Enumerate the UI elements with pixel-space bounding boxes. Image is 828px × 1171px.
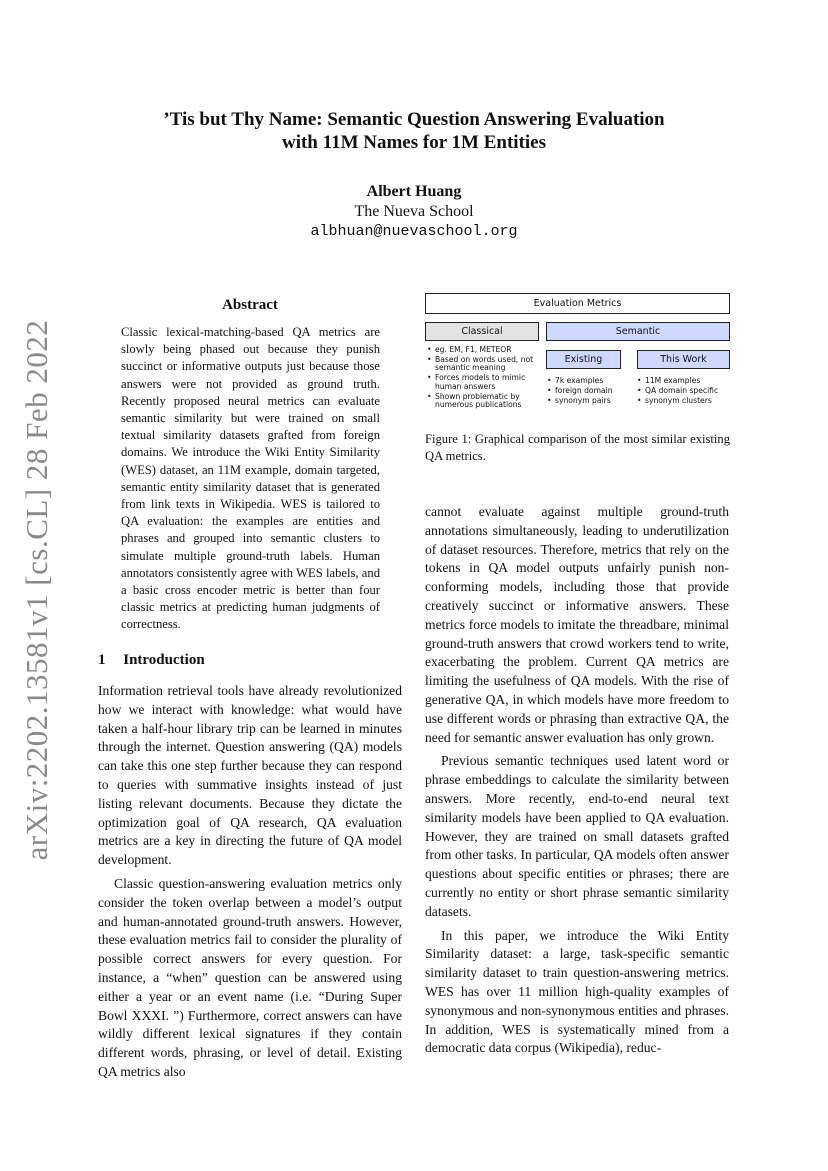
- figure-1-diagram: [425, 293, 730, 413]
- paragraph: Information retrieval tools have already revolutionized how we interact with knowledge: what would have taken a half-hour library trip can be learned in minutes through the internet. Question answering (QA) models can take this one step further because they can respond to queries with summative insights instead of just listing relevant documents. Because they dictate the optimization goal of QA research, QA evaluation metrics are a key in directing the future of QA model development.: [98, 683, 402, 868]
- classical-box: [425, 322, 539, 341]
- title-line-2: with 11M Names for 1M Entities: [281, 132, 547, 153]
- list-item: • Based on words used, not semantic meaning: [427, 356, 537, 373]
- abstract-heading: Abstract: [222, 297, 278, 313]
- this-work-label: This Work: [660, 354, 707, 365]
- semantic-box: [546, 322, 730, 341]
- list-item: • synonym pairs: [547, 397, 632, 406]
- evaluation-metrics-box: [425, 293, 730, 314]
- paper-title: [0, 108, 828, 154]
- list-item: • 7k examples: [547, 377, 632, 386]
- left-column-body: [98, 682, 402, 1087]
- semantic-label: Semantic: [615, 326, 661, 337]
- title-line-1: ’Tis but Thy Name: Semantic Question Answering Evaluation: [163, 109, 665, 130]
- paragraph: Previous semantic techniques used latent word or phrase embeddings to calculate the similarity between answers. More recently, end-to-end neural text similarity models have been applied to QA evaluation. However, they are trained on small datasets grafted from other tasks. In particular, QA models often answer questions about specific entities or phrases; there are currently no entity or short phrase semantic similarity datasets.: [425, 753, 729, 919]
- list-item: • foreign domain: [547, 387, 632, 396]
- this-work-box: [637, 350, 730, 369]
- list-item: • eg. EM, F1, METEOR: [427, 346, 537, 355]
- section-title: Introduction: [123, 652, 205, 668]
- list-item: • Forces models to mimic human answers: [427, 374, 537, 391]
- list-item: • synonym clusters: [637, 397, 730, 406]
- author-email: albhuan@nuevaschool.org: [310, 223, 518, 240]
- right-column-body: [425, 503, 729, 1063]
- paragraph: Classic question-answering evaluation metrics only consider the token overlap between a model’s output and human-annotated ground-truth answers. However, these evaluation metrics fail to consider the plurality of possible correct answers for every question. For instance, a “when” question can be answered using either a year or an event name (i.e. “During Super Bowl XXXI. ”) Furthermore, correct answers can have wildly different lexical signatures if they contain different words, phrasing, or level of detail. Existing QA metrics also: [98, 875, 402, 1079]
- author-affiliation: The Nueva School: [354, 203, 474, 220]
- this-work-bullets: [637, 377, 730, 406]
- section-number: 1: [98, 652, 106, 668]
- list-item: • 11M examples: [637, 377, 730, 386]
- classical-bullets: [427, 346, 537, 411]
- paragraph: cannot evaluate against multiple ground-truth annotations simultaneously, leading to underutilization of dataset resources. Therefore, metrics that rely on the tokens in QA model outputs unfairly punish non-conforming models, including those that provide creatively succinct or informative answers. These metrics force models to imitate the threadbare, minimal ground-truth answers that crowd workers tend to write, exacerbating the problem. Current QA metrics are limiting the usefulness of QA models. With the rise of generative QA, in which models have more freedom to use different words or phrasing than extractive QA, the need for semantic answer evaluation has only grown.: [425, 504, 729, 745]
- author-name: Albert Huang: [366, 183, 462, 200]
- list-item: • Shown problematic by numerous publications: [427, 393, 537, 410]
- section-heading: [98, 652, 205, 669]
- classical-label: Classical: [461, 326, 503, 337]
- existing-bullets: [547, 377, 632, 406]
- evaluation-metrics-label: Evaluation Metrics: [533, 298, 622, 309]
- existing-box: [546, 350, 621, 369]
- arxiv-id: arXiv:2202.13581v1 [cs.CL] 28 Feb 2022: [19, 319, 54, 861]
- figure-caption: Figure 1: Graphical comparison of the most similar existing QA metrics.: [425, 432, 730, 464]
- existing-label: Existing: [564, 354, 603, 365]
- abstract-text: Classic lexical-matching-based QA metrics are slowly being phased out because they punish succinct or informative outputs just because those answers were not provided as ground truth. Recently proposed neural metrics can evaluate semantic similarity but were trained on small textual similarity datasets grafted from foreign domains. We introduce the Wiki Entity Similarity (WES) dataset, an 11M example, domain targeted, semantic entity similarity dataset that is generated from link texts in Wikipedia. WES is tailored to QA evaluation: the examples are entities and phrases and grouped into semantic clusters to simulate multiple ground-truth labels. Human annotators consistently agree with WES labels, and a basic cross encoder metric is better than four classic metrics at predicting human judgments of correctness.: [121, 325, 380, 632]
- list-item: • QA domain specific: [637, 387, 730, 396]
- arxiv-stamp: [14, 300, 60, 880]
- paragraph: In this paper, we introduce the Wiki Entity Similarity dataset: a large, task-specific semantic similarity dataset to train question-answering metrics. WES has over 11 million high-quality examples of synonymous and non-synonymous entities and phrases. In addition, WES is systematically mined from a democratic data corpus (Wikipedia), reduc-: [425, 927, 729, 1056]
